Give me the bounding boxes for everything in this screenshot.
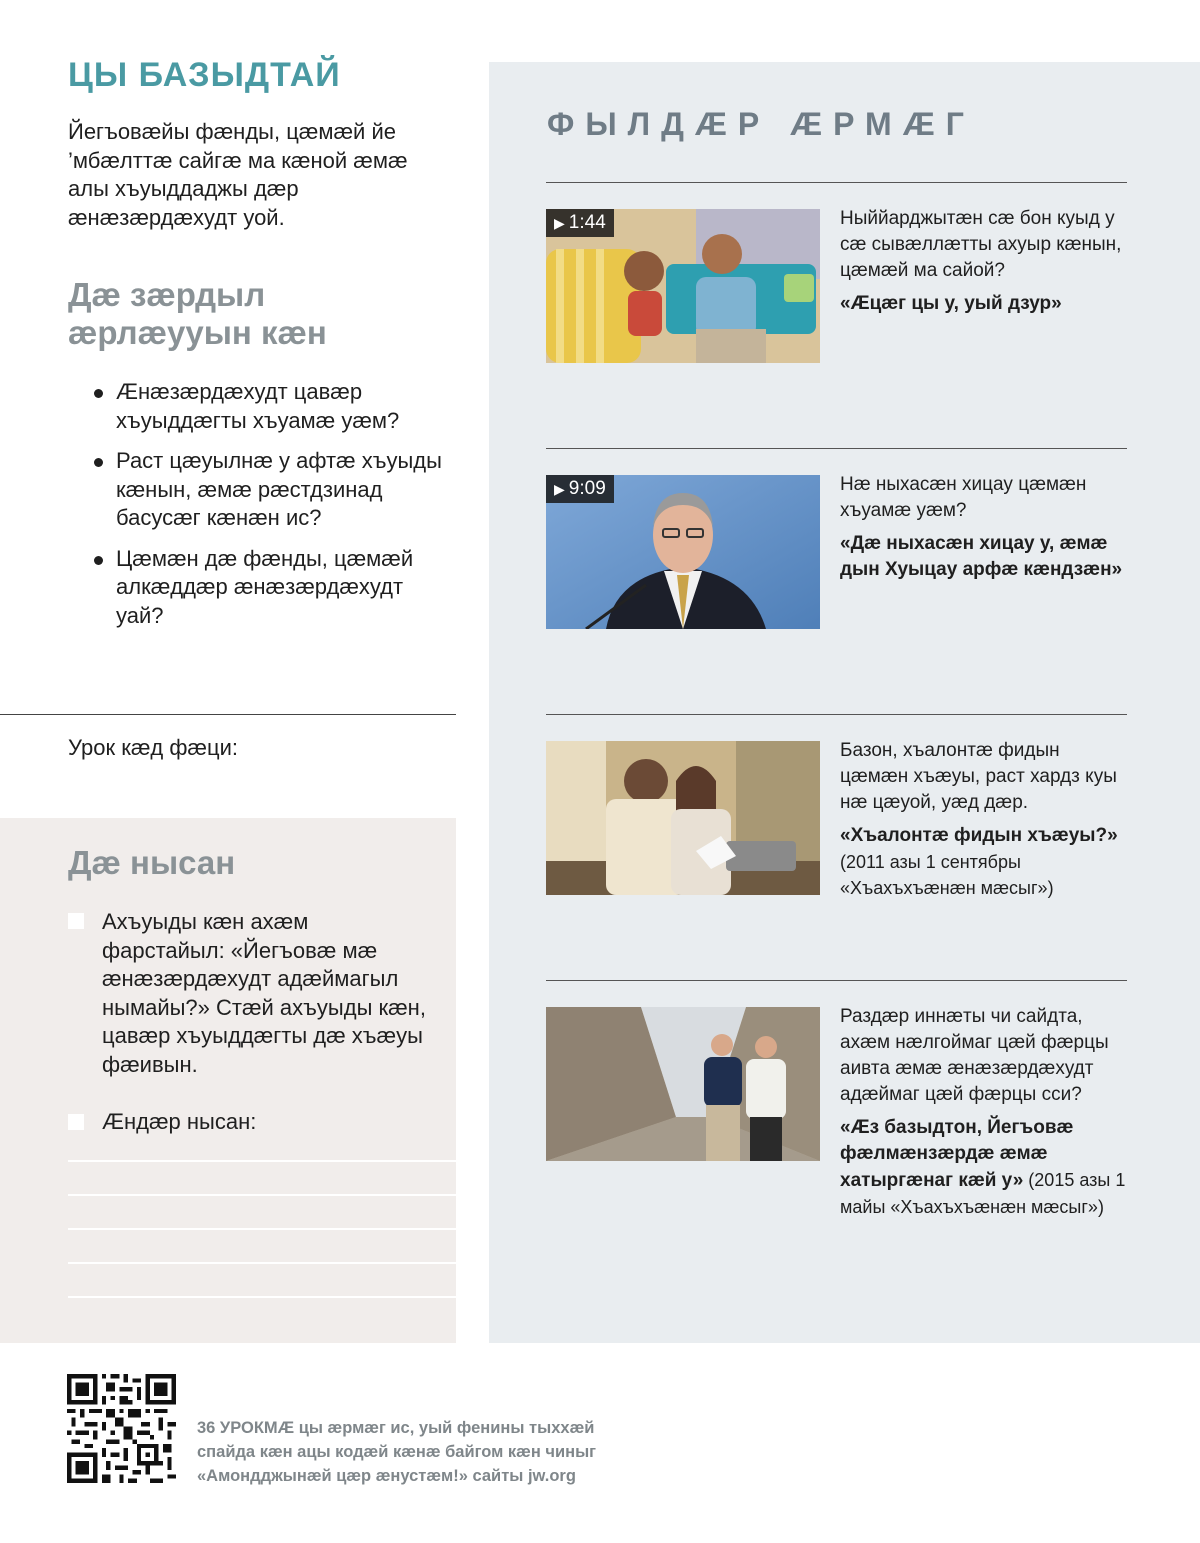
review-item: Цæмæн дæ фæнды, цæмæй алкæддæр æнæзæрдæхудт уай?: [92, 545, 452, 631]
goal-item-text: Ахъуыды кæн ахæм фарстайыл: «Йегъовæ мæ æнæзæрдæхудт адæймагыл нымайы?» Стæй ахъуыды кæн, цавæр хъуыддæгты дæ хъæуы фæивын.: [102, 909, 426, 1077]
qr-code[interactable]: [67, 1374, 176, 1483]
item-title-text[interactable]: «Æз базыдтон, Йегъовæ фæлмæнзæрдæ æмæ хатыргæнаг кæй у»: [840, 1117, 1074, 1191]
item-description: Базон, хъалонтæ фидын цæмæн хъæуы, раст хардз куы нæ цæуой, уæд дæр.: [840, 740, 1117, 813]
item-title: [840, 291, 1130, 317]
item-title-text[interactable]: «Æцæг цы у, уый дзур»: [840, 293, 1062, 314]
review-title: Дæ зæрдыл æрлæууын кæн: [68, 276, 327, 351]
divider: [546, 182, 1127, 183]
footer-text: 36 УРОКМÆ цы æрмæг ис, уый фенины тыххæй спайда кæн ацы кодæй кæнæ байгом кæн чиныг «Амондджынæй цæр æнустæм!» сайты jw.org: [197, 1419, 597, 1485]
item-title: [840, 531, 1130, 583]
item-title: [840, 823, 1130, 901]
write-line[interactable]: [68, 1194, 456, 1196]
duration-badge: [546, 475, 614, 503]
item-source: (2011 азы 1 сентябры «Хъахъхъæнæн мæсыг»): [840, 852, 1054, 898]
divider: [546, 980, 1127, 981]
lesson-date-label: Урок кæд фæци:: [68, 735, 238, 760]
item-title: [840, 1115, 1130, 1221]
video-thumbnail[interactable]: [546, 209, 820, 363]
write-line[interactable]: [68, 1160, 456, 1162]
review-item: Æнæзæрдæхудт цавæр хъуыддæгты хъуамæ уæм?: [92, 378, 452, 435]
goal-title: Дæ нысан: [68, 844, 236, 881]
write-line[interactable]: [68, 1296, 456, 1298]
write-line[interactable]: [68, 1262, 456, 1264]
item-title-text[interactable]: «Хъалонтæ фидын хъæуы?»: [840, 825, 1118, 846]
article-thumbnail[interactable]: [546, 741, 820, 895]
item-description: Нæ ныхасæн хицау цæмæн хъуамæ уæм?: [840, 474, 1087, 521]
divider: [0, 714, 456, 715]
summary-title: ЦЫ БАЗЫДТАЙ: [68, 56, 341, 94]
other-goal-checkbox[interactable]: [68, 1114, 84, 1130]
goal-checkbox[interactable]: [68, 913, 84, 929]
divider: [546, 714, 1127, 715]
duration-badge: [546, 209, 614, 237]
item-title-text[interactable]: «Дæ ныхасæн хицау у, æмæ дын Хуыцау арфæ кæндзæн»: [840, 533, 1123, 580]
review-list: [92, 378, 452, 642]
item-description: Ныййарджытæн сæ бон куыд у сæ сывæллæтты ахуыр кæнын, цæмæй ма сайой?: [840, 208, 1122, 281]
explore-title: ФЫЛДÆР ÆРМÆГ: [547, 106, 975, 142]
review-item: Раст цæуылнæ у афтæ хъуыды кæнын, æмæ рæстдзинад басусæг кæнæн ис?: [92, 447, 452, 533]
item-source: (2015 азы 1 майы «Хъахъхъæнæн мæсыг»): [840, 1170, 1126, 1217]
summary-text: Йегъовæйы фæнды, цæмæй йе ’мбæлттæ сайгæ ма кæной æмæ алы хъуыддаджы дæр æнæзæрдæхудт уой.: [68, 119, 408, 230]
write-line[interactable]: [68, 1228, 456, 1230]
article-image: [546, 741, 820, 895]
article-image: [546, 1007, 820, 1161]
article-thumbnail[interactable]: [546, 1007, 820, 1161]
video-duration: 1:44: [568, 212, 606, 233]
goal-panel: [0, 818, 456, 1343]
other-goal-label: Æндæр нысан:: [102, 1109, 257, 1134]
video-duration: 9:09: [568, 478, 606, 499]
play-icon: ▶: [554, 481, 565, 497]
play-icon: ▶: [554, 215, 565, 231]
divider: [546, 448, 1127, 449]
video-thumbnail[interactable]: [546, 475, 820, 629]
item-description: Раздæр иннæты чи сайдта, ахæм нæлгоймаг цæй фæрцы аивта æмæ æнæзæрдæхудт адæймаг цæй фæрцы сси?: [840, 1006, 1109, 1105]
